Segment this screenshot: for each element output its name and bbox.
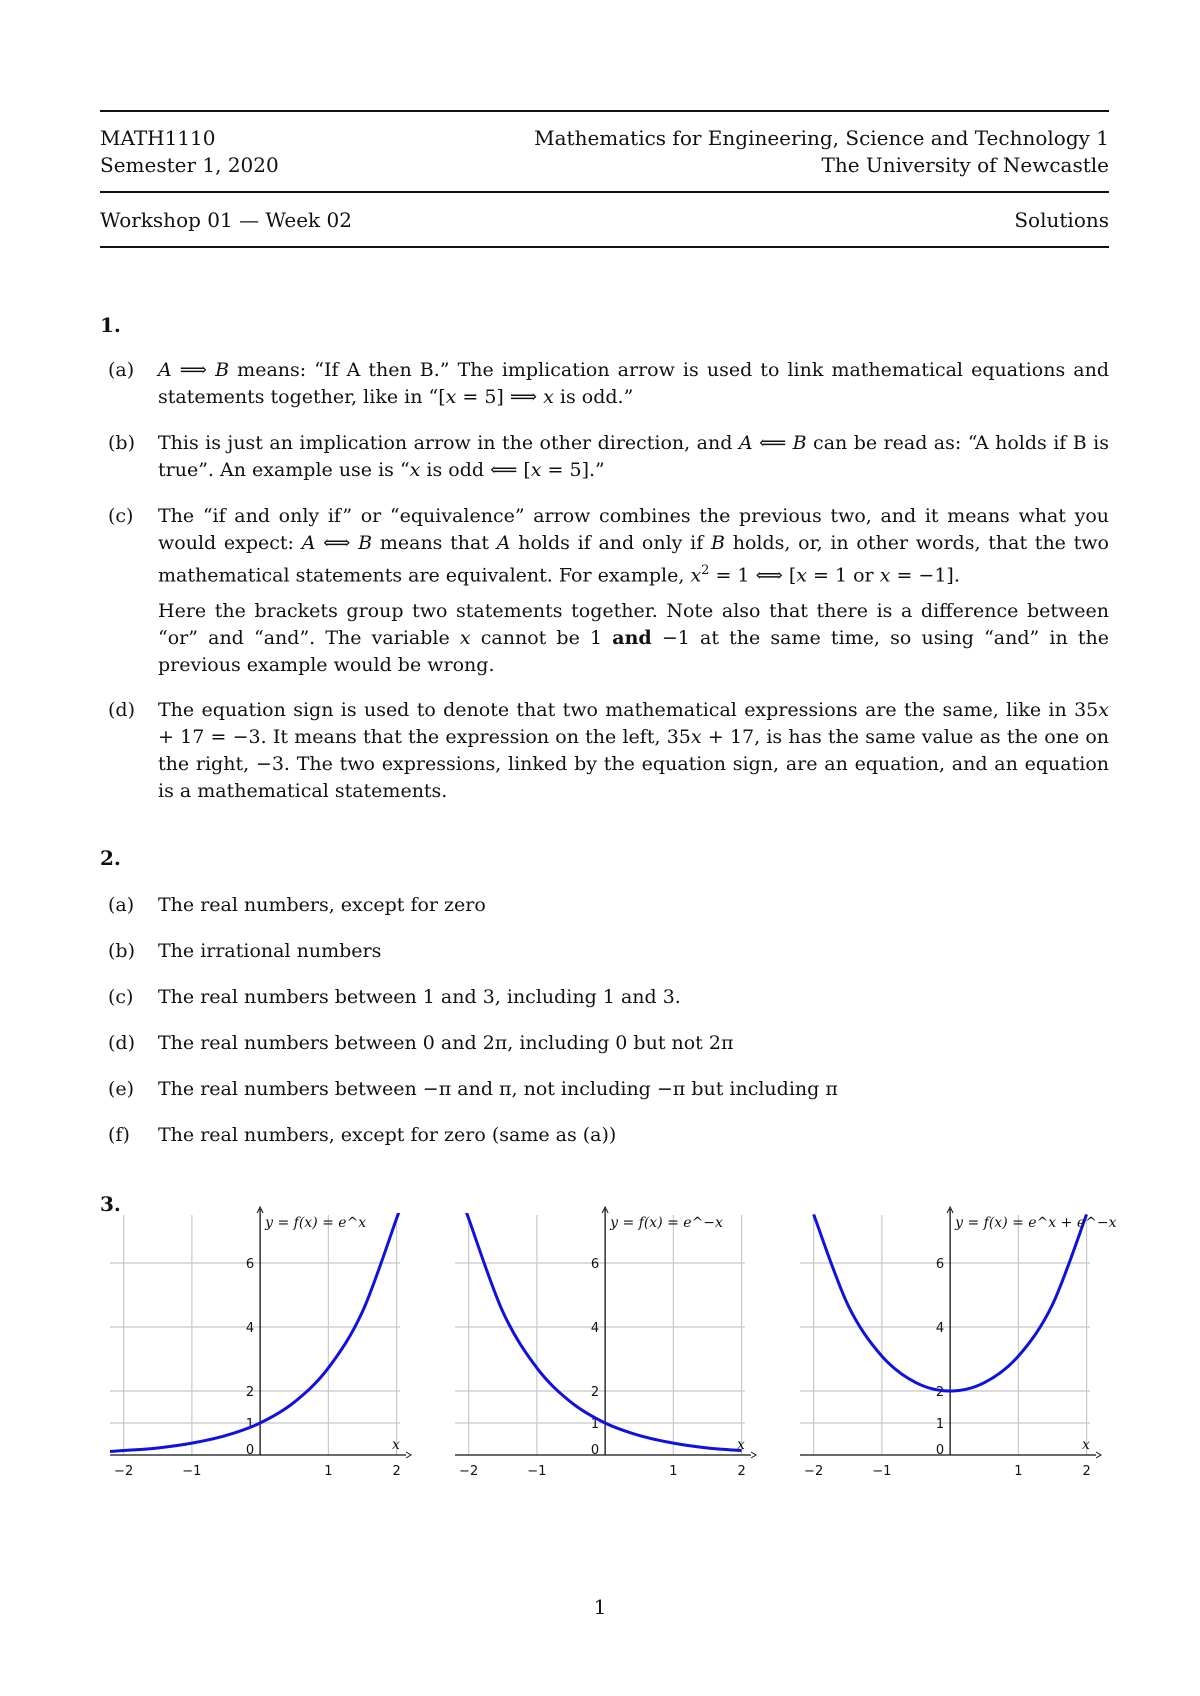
x-tick-label: 1: [1014, 1464, 1023, 1479]
x-axis-arrow: [751, 1452, 756, 1458]
item-text: The equation sign is used to denote that two mathematical expressions are the same, like in 35x + 17 = −3. It means that the expression on the left, 35x + 17, is has the same value as the one on the right, −3. The two expressions, linked by the equation sign, are an equation, and an equation is a mathematical statements.: [158, 699, 1110, 802]
plot-exp-neg: [455, 1205, 755, 1480]
item-label: (c): [108, 986, 134, 1008]
question-2-number: 2.: [100, 846, 121, 870]
y-tick-label: 1: [245, 1417, 255, 1432]
q2-item-f: [108, 1122, 1109, 1149]
item-label: (b): [108, 940, 135, 962]
function-label: y = f(x) = e^x + e^−x: [955, 1215, 1117, 1231]
x-tick-label: −1: [872, 1464, 892, 1479]
q2-item-e: [108, 1076, 1109, 1103]
x-tick-label: −1: [527, 1464, 547, 1479]
university: The University of Newcastle: [821, 153, 1109, 177]
x-axis-label: x: [737, 1437, 745, 1453]
item-text: The “if and only if” or “equivalence” arrow combines the previous two, and it means what you would expect: A ⟺ B means that A holds if and only if B holds, or, in other words, that the two mathematical statements are equivalent. For example, $x^2 = 1$ ⟺ [x = 1 or x = −1].: [158, 505, 1110, 587]
item-label: (f): [108, 1124, 130, 1146]
function-label: y = f(x) = e^−x: [610, 1215, 723, 1231]
x-axis-arrow: [1096, 1452, 1101, 1458]
x-tick-label: −1: [182, 1464, 202, 1479]
y-tick-label: 0: [245, 1443, 255, 1458]
x-tick-label: 1: [669, 1464, 678, 1479]
item-label: (e): [108, 1078, 135, 1100]
x-tick-label: 2: [392, 1464, 401, 1479]
question-3-number: 3.: [100, 1192, 121, 1216]
y-tick-label: 6: [590, 1257, 600, 1272]
workshop-label: Workshop 01 — Week 02: [100, 208, 352, 232]
y-tick-label: 4: [590, 1321, 600, 1336]
item-text: The real numbers, except for zero: [158, 894, 486, 916]
item-label: (c): [108, 505, 134, 527]
item-label: (d): [108, 699, 135, 721]
q2-item-a: [108, 892, 1109, 919]
item-text: The real numbers, except for zero (same as (a)): [158, 1124, 617, 1146]
y-tick-label: 1: [590, 1417, 600, 1432]
course-code: MATH1110: [100, 126, 216, 150]
y-tick-label: 4: [245, 1321, 255, 1336]
course-title: Mathematics for Engineering, Science and Technology 1: [534, 126, 1109, 150]
y-tick-label: 2: [590, 1385, 600, 1400]
x-tick-label: 2: [1082, 1464, 1091, 1479]
plot-cosh-sum: [800, 1205, 1117, 1480]
curve-line: [466, 1211, 742, 1451]
y-tick-label: 0: [935, 1443, 945, 1458]
header-mid-rule: [100, 191, 1109, 193]
x-tick-label: −2: [114, 1464, 134, 1479]
page-number: 1: [593, 1595, 607, 1619]
item-text: The real numbers between 1 and 3, including 1 and 3.: [158, 986, 681, 1008]
item-text: The real numbers between −π and π, not including −π but including π: [158, 1078, 838, 1100]
header-bottom-rule: [100, 246, 1109, 248]
item-text: The irrational numbers: [158, 940, 382, 962]
y-tick-label: 2: [245, 1385, 255, 1400]
item-label: (d): [108, 1032, 135, 1054]
y-tick-label: 1: [935, 1417, 945, 1432]
header-top-rule: [100, 110, 1109, 112]
item-text: This is just an implication arrow in the other direction, and A ⟸ B can be read as: “A holds if B is true”. An example use is “x is odd ⟸ [x = 5].”: [158, 432, 1109, 481]
q1-item-c: [108, 503, 1109, 589]
q1-item-c-note: Here the brackets group two statements together. Note also that there is a difference between “or” and “and”. The variable x cannot be 1 and −1 at the same time, so using “and” in the previous example would be wrong.: [158, 600, 1109, 676]
x-axis-label: x: [1082, 1437, 1090, 1453]
q2-item-b: [108, 938, 1109, 965]
y-tick-label: 2: [935, 1385, 945, 1400]
q2-item-d: [108, 1030, 1109, 1057]
item-label: (b): [108, 432, 135, 454]
function-label: y = f(x) = e^x: [265, 1215, 367, 1231]
x-axis-arrow: [406, 1452, 411, 1458]
x-tick-label: 1: [324, 1464, 333, 1479]
item-label: (a): [108, 894, 135, 916]
curve-line: [110, 1211, 399, 1452]
item-label: (a): [108, 359, 135, 381]
semester: Semester 1, 2020: [100, 153, 279, 177]
x-tick-label: 2: [737, 1464, 746, 1479]
y-tick-label: 0: [590, 1443, 600, 1458]
x-axis-label: x: [392, 1437, 400, 1453]
doc-type: Solutions: [1014, 208, 1109, 232]
y-tick-label: 6: [245, 1257, 255, 1272]
q1-item-b: [108, 430, 1109, 484]
question-1-number: 1.: [100, 313, 121, 337]
x-tick-label: −2: [459, 1464, 479, 1479]
y-tick-label: 4: [935, 1321, 945, 1336]
x-tick-label: −2: [804, 1464, 824, 1479]
item-text: The real numbers between 0 and 2π, including 0 but not 2π: [158, 1032, 734, 1054]
q2-item-c: [108, 984, 1109, 1011]
item-text: A ⟹ B means: “If A then B.” The implication arrow is used to link mathematical equations and statements together, like in “[x = 5] ⟹ x is odd.”: [158, 359, 1109, 408]
plot-exp: [110, 1205, 410, 1480]
q1-item-d: [108, 697, 1109, 805]
y-tick-label: 6: [935, 1257, 945, 1272]
q1-item-a: [108, 357, 1109, 411]
